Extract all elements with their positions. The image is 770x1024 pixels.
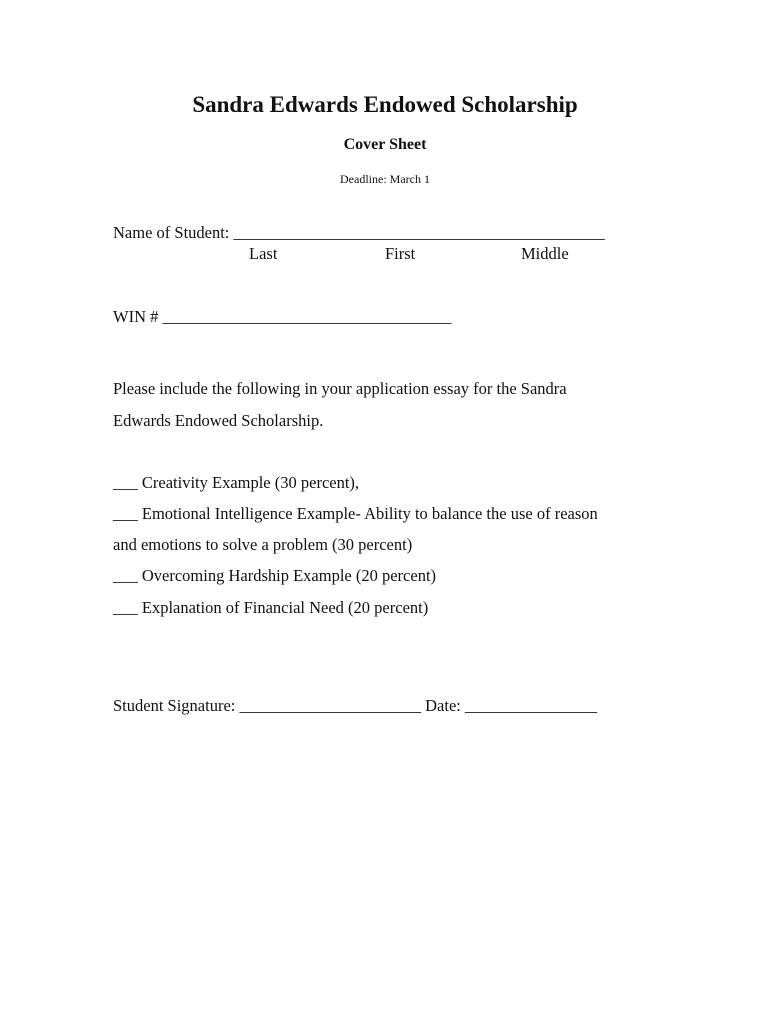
name-sublabel-first: First <box>385 244 416 263</box>
student-name-label: Name of Student: <box>113 223 234 242</box>
student-name-blank[interactable]: _____________________________________________ <box>233 223 605 242</box>
signature-row <box>113 696 597 716</box>
page-title: Sandra Edwards Endowed Scholarship <box>192 92 578 117</box>
win-label: WIN # <box>113 307 163 326</box>
checklist-item-emotional-intelligence: ___ Emotional Intelligence Example- Ability to balance the use of reason <box>113 504 598 523</box>
checklist-item-creativity: ___ Creativity Example (30 percent), <box>113 473 360 492</box>
name-sublabel-middle: Middle <box>521 244 569 263</box>
date-label: Date: <box>421 696 465 715</box>
instructions-line-1: Please include the following in your application essay for the Sandra <box>113 379 567 398</box>
student-name-field <box>113 223 605 243</box>
date-blank[interactable]: ________________ <box>464 696 597 715</box>
checklist-item-emotional-intelligence-cont: and emotions to solve a problem (30 percent) <box>113 535 413 554</box>
instructions-line-2: Edwards Endowed Scholarship. <box>113 411 324 430</box>
deadline-text: Deadline: March 1 <box>340 172 430 186</box>
name-sublabel-last: Last <box>249 244 278 263</box>
win-blank[interactable]: ___________________________________ <box>162 307 452 326</box>
checklist-item-financial-need: ___ Explanation of Financial Need (20 percent) <box>113 598 429 617</box>
signature-blank[interactable]: ______________________ <box>239 696 421 715</box>
checklist-item-hardship: ___ Overcoming Hardship Example (20 percent) <box>113 566 437 585</box>
win-field <box>113 307 451 327</box>
signature-label: Student Signature: <box>113 696 240 715</box>
page-subtitle: Cover Sheet <box>343 136 427 153</box>
